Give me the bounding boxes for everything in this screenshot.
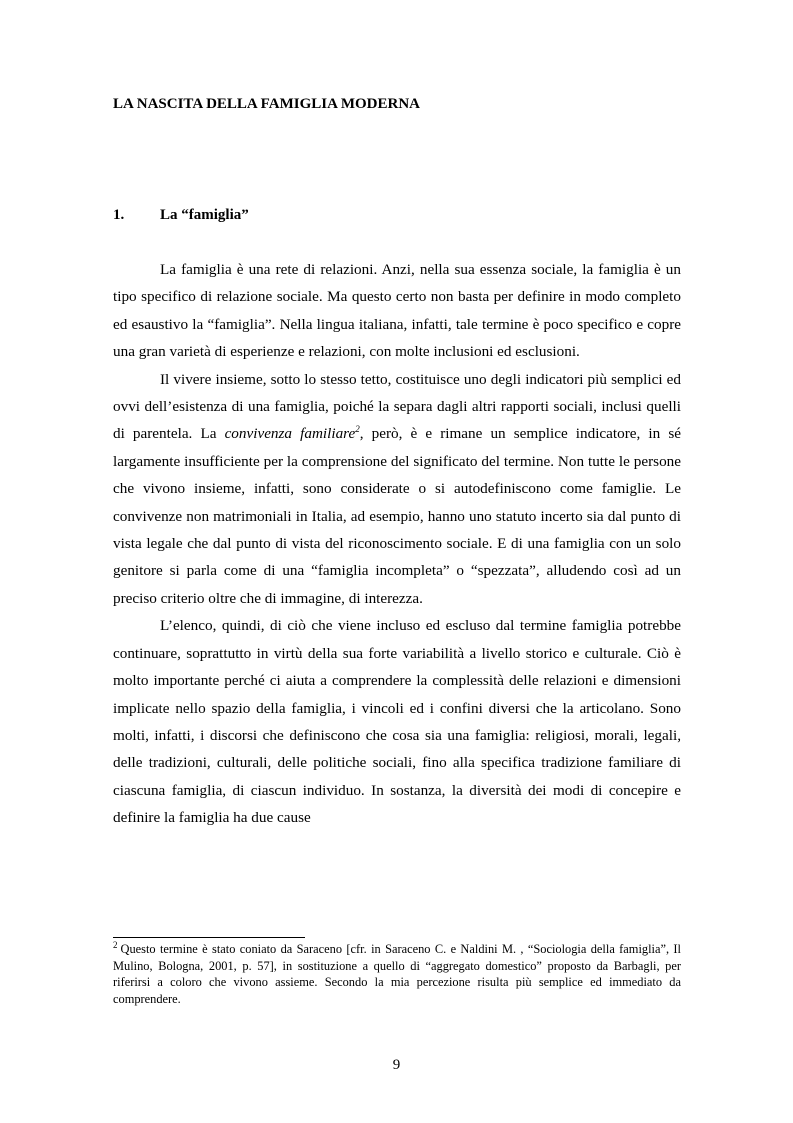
paragraph-2 bbox=[113, 366, 681, 613]
section-number: 1. bbox=[113, 207, 125, 223]
footnote bbox=[113, 941, 681, 1007]
italic-term-convivenza: convivenza familiare bbox=[224, 425, 356, 443]
section-heading bbox=[113, 205, 693, 225]
chapter-title: LA NASCITA DELLA FAMIGLIA MODERNA bbox=[113, 96, 420, 112]
footnote-divider bbox=[113, 937, 305, 938]
footnote-reference[interactable]: 2 bbox=[355, 424, 360, 435]
page-number: 9 bbox=[392, 1057, 401, 1073]
paragraph-1: La famiglia è una rete di relazioni. Anzi, nella sua essenza sociale, la famiglia è un tipo specifico di relazione sociale. Ma questo certo non basta per definire in modo completo ed esaustivo la “famiglia”. Nella lingua italiana, infatti, tale termine è poco specifico e copre una gran varietà di esperienze e relazioni, con molte inclusioni ed esclusioni. bbox=[113, 261, 681, 361]
paragraph-3: L’elenco, quindi, di ciò che viene incluso ed escluso dal termine famiglia potrebbe continuare, soprattutto in virtù della sua forte variabilità a livello storico e culturale. Ciò è molto importante perché ci aiuta a comprendere la complessità delle relazioni e dimensioni implicate nello spazio della famiglia, i vincoli ed i confini diversi che la articolano. Sono molti, infatti, i discorsi che definiscono che cosa sia una famiglia: religiosi, morali, legali, delle tradizioni, culturali, delle politiche sociali, fino alla specifica tradizione familiare di ciascuna famiglia, di ciascun individuo. In sostanza, la diversità dei modi di concepire e definire la famiglia ha due cause bbox=[113, 617, 681, 827]
paragraph-2-text-end: , però, è e rimane un semplice indicatore, in sé largamente insufficiente per la comprensione del significato del termine. Non tutte le persone che vivono insieme, infatti, sono considerate o si autodefiniscono come famiglie. Le convivenze non matrimoniali in Italia, ad esempio, hanno uno statuto incerto sia dal punto di vista legale che dal punto di vista del riconoscimento sociale. E di una famiglia con un solo genitore si parla come di una “famiglia incompleta” o “spezzata”, alludendo così ad un preciso criterio oltre che di immagine, di interezza. bbox=[113, 425, 681, 607]
footnote-text: Questo termine è stato coniato da Saraceno [cfr. in Saraceno C. e Naldini M. , “Sociologia della famiglia”, Il Mulino, Bologna, 2001, p. 57], in sostituzione a quello di “aggregato domestico” proposto da Barbagli, per riferirsi a coloro che vivono assieme. Secondo la mia percezione risulta più semplice ed immediato da comprendere. bbox=[113, 942, 681, 1006]
paragraph-2-text-start: Il vivere insieme, sotto lo stesso tetto, costituisce uno degli indicatori più semplici ed ovvi dell’esistenza di una famiglia, poiché la separa dagli altri rapporti sociali, inclusi quelli di parentela. La bbox=[113, 370, 681, 443]
footnote-mark: 2 bbox=[113, 939, 118, 950]
section-title: La “famiglia” bbox=[160, 207, 249, 223]
body-text bbox=[113, 256, 681, 832]
